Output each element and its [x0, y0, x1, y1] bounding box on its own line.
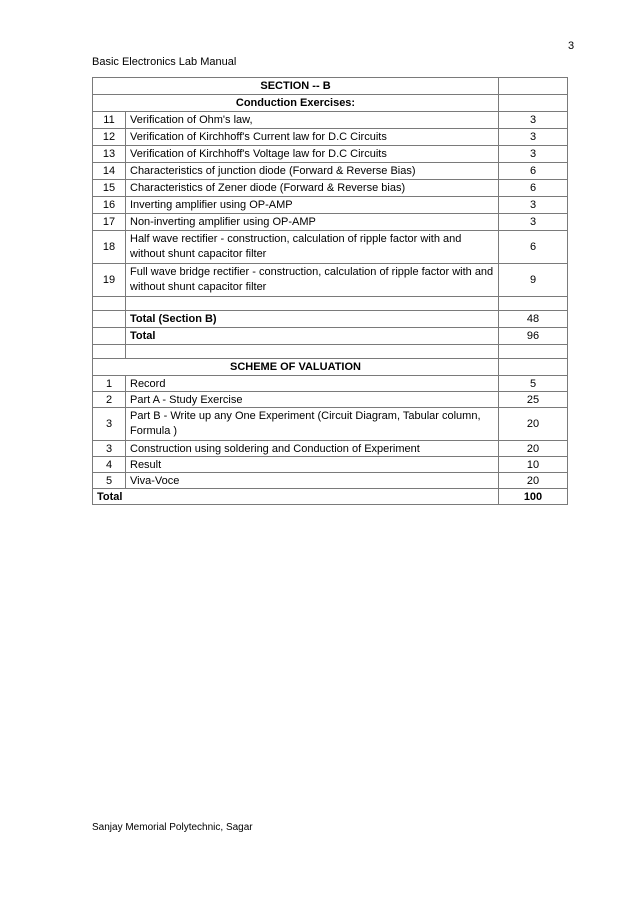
page-footer: Sanjay Memorial Polytechnic, Sagar: [92, 822, 253, 833]
section-subtitle-row: [93, 95, 568, 112]
row-number: 12: [93, 129, 126, 146]
grand-total-value: 96: [499, 328, 568, 345]
table-row: [93, 163, 568, 180]
row-description: Construction using soldering and Conduction of Experiment: [126, 441, 499, 457]
row-value: 20: [499, 441, 568, 457]
grand-total-label: Total: [126, 328, 499, 345]
table-row: [93, 214, 568, 231]
row-value: 3: [499, 129, 568, 146]
row-number: 11: [93, 112, 126, 129]
row-value: 3: [499, 146, 568, 163]
row-description: Verification of Kirchhoff's Voltage law for D.C Circuits: [126, 146, 499, 163]
row-description: Verification of Ohm's law,: [126, 112, 499, 129]
table-row: [93, 441, 568, 457]
row-value: 3: [499, 112, 568, 129]
row-number: 2: [93, 392, 126, 408]
grand-total-row: [93, 328, 568, 345]
spacer-row: [93, 297, 568, 311]
table-row: [93, 197, 568, 214]
table-row: [93, 408, 568, 441]
table-row: [93, 231, 568, 264]
syllabus-table: [92, 77, 568, 505]
row-number: 3: [93, 408, 126, 441]
table-row: [93, 473, 568, 489]
row-number: 1: [93, 376, 126, 392]
row-description: Verification of Kirchhoff's Current law for D.C Circuits: [126, 129, 499, 146]
row-number: 19: [93, 264, 126, 297]
row-description: Part A - Study Exercise: [126, 392, 499, 408]
scheme-total-row: [93, 489, 568, 505]
row-number: 18: [93, 231, 126, 264]
scheme-total-value: 100: [499, 489, 568, 505]
row-number: 13: [93, 146, 126, 163]
scheme-total-label: Total: [93, 489, 499, 505]
table-row: [93, 129, 568, 146]
row-value: 25: [499, 392, 568, 408]
row-number: 5: [93, 473, 126, 489]
row-description: Full wave bridge rectifier - construction, calculation of ripple factor with and without shunt capacitor filter: [126, 264, 499, 297]
section-subtitle: Conduction Exercises:: [93, 95, 499, 112]
row-value: 6: [499, 231, 568, 264]
row-description: Part B - Write up any One Experiment (Circuit Diagram, Tabular column, Formula ): [126, 408, 499, 441]
row-value: 20: [499, 408, 568, 441]
table-row: [93, 392, 568, 408]
table-row: [93, 112, 568, 129]
row-number: 3: [93, 441, 126, 457]
section-title-row: [93, 78, 568, 95]
row-value: 3: [499, 214, 568, 231]
row-number: 4: [93, 457, 126, 473]
row-description: Characteristics of Zener diode (Forward & Reverse bias): [126, 180, 499, 197]
running-header: Basic Electronics Lab Manual: [92, 56, 237, 68]
section-title: SECTION -- B: [93, 78, 499, 95]
row-value: 6: [499, 163, 568, 180]
row-description: Inverting amplifier using OP-AMP: [126, 197, 499, 214]
table-row: [93, 457, 568, 473]
row-description: Characteristics of junction diode (Forward & Reverse Bias): [126, 163, 499, 180]
row-description: Half wave rectifier - construction, calculation of ripple factor with and without shunt capacitor filter: [126, 231, 499, 264]
spacer-row: [93, 345, 568, 359]
row-value: 9: [499, 264, 568, 297]
row-value: 5: [499, 376, 568, 392]
row-description: Result: [126, 457, 499, 473]
section-total-value: 48: [499, 311, 568, 328]
row-number: 14: [93, 163, 126, 180]
row-number: 16: [93, 197, 126, 214]
scheme-title: SCHEME OF VALUATION: [93, 359, 499, 376]
page-number: 3: [568, 40, 575, 52]
table-row: [93, 180, 568, 197]
table-row: [93, 264, 568, 297]
row-value: 6: [499, 180, 568, 197]
row-value: 20: [499, 473, 568, 489]
row-number: 17: [93, 214, 126, 231]
section-total-label: Total (Section B): [126, 311, 499, 328]
row-description: Non-inverting amplifier using OP-AMP: [126, 214, 499, 231]
row-description: Viva-Voce: [126, 473, 499, 489]
scheme-title-row: [93, 359, 568, 376]
row-description: Record: [126, 376, 499, 392]
row-number: 15: [93, 180, 126, 197]
table-row: [93, 146, 568, 163]
table-row: [93, 376, 568, 392]
row-value: 10: [499, 457, 568, 473]
section-total-row: [93, 311, 568, 328]
row-value: 3: [499, 197, 568, 214]
